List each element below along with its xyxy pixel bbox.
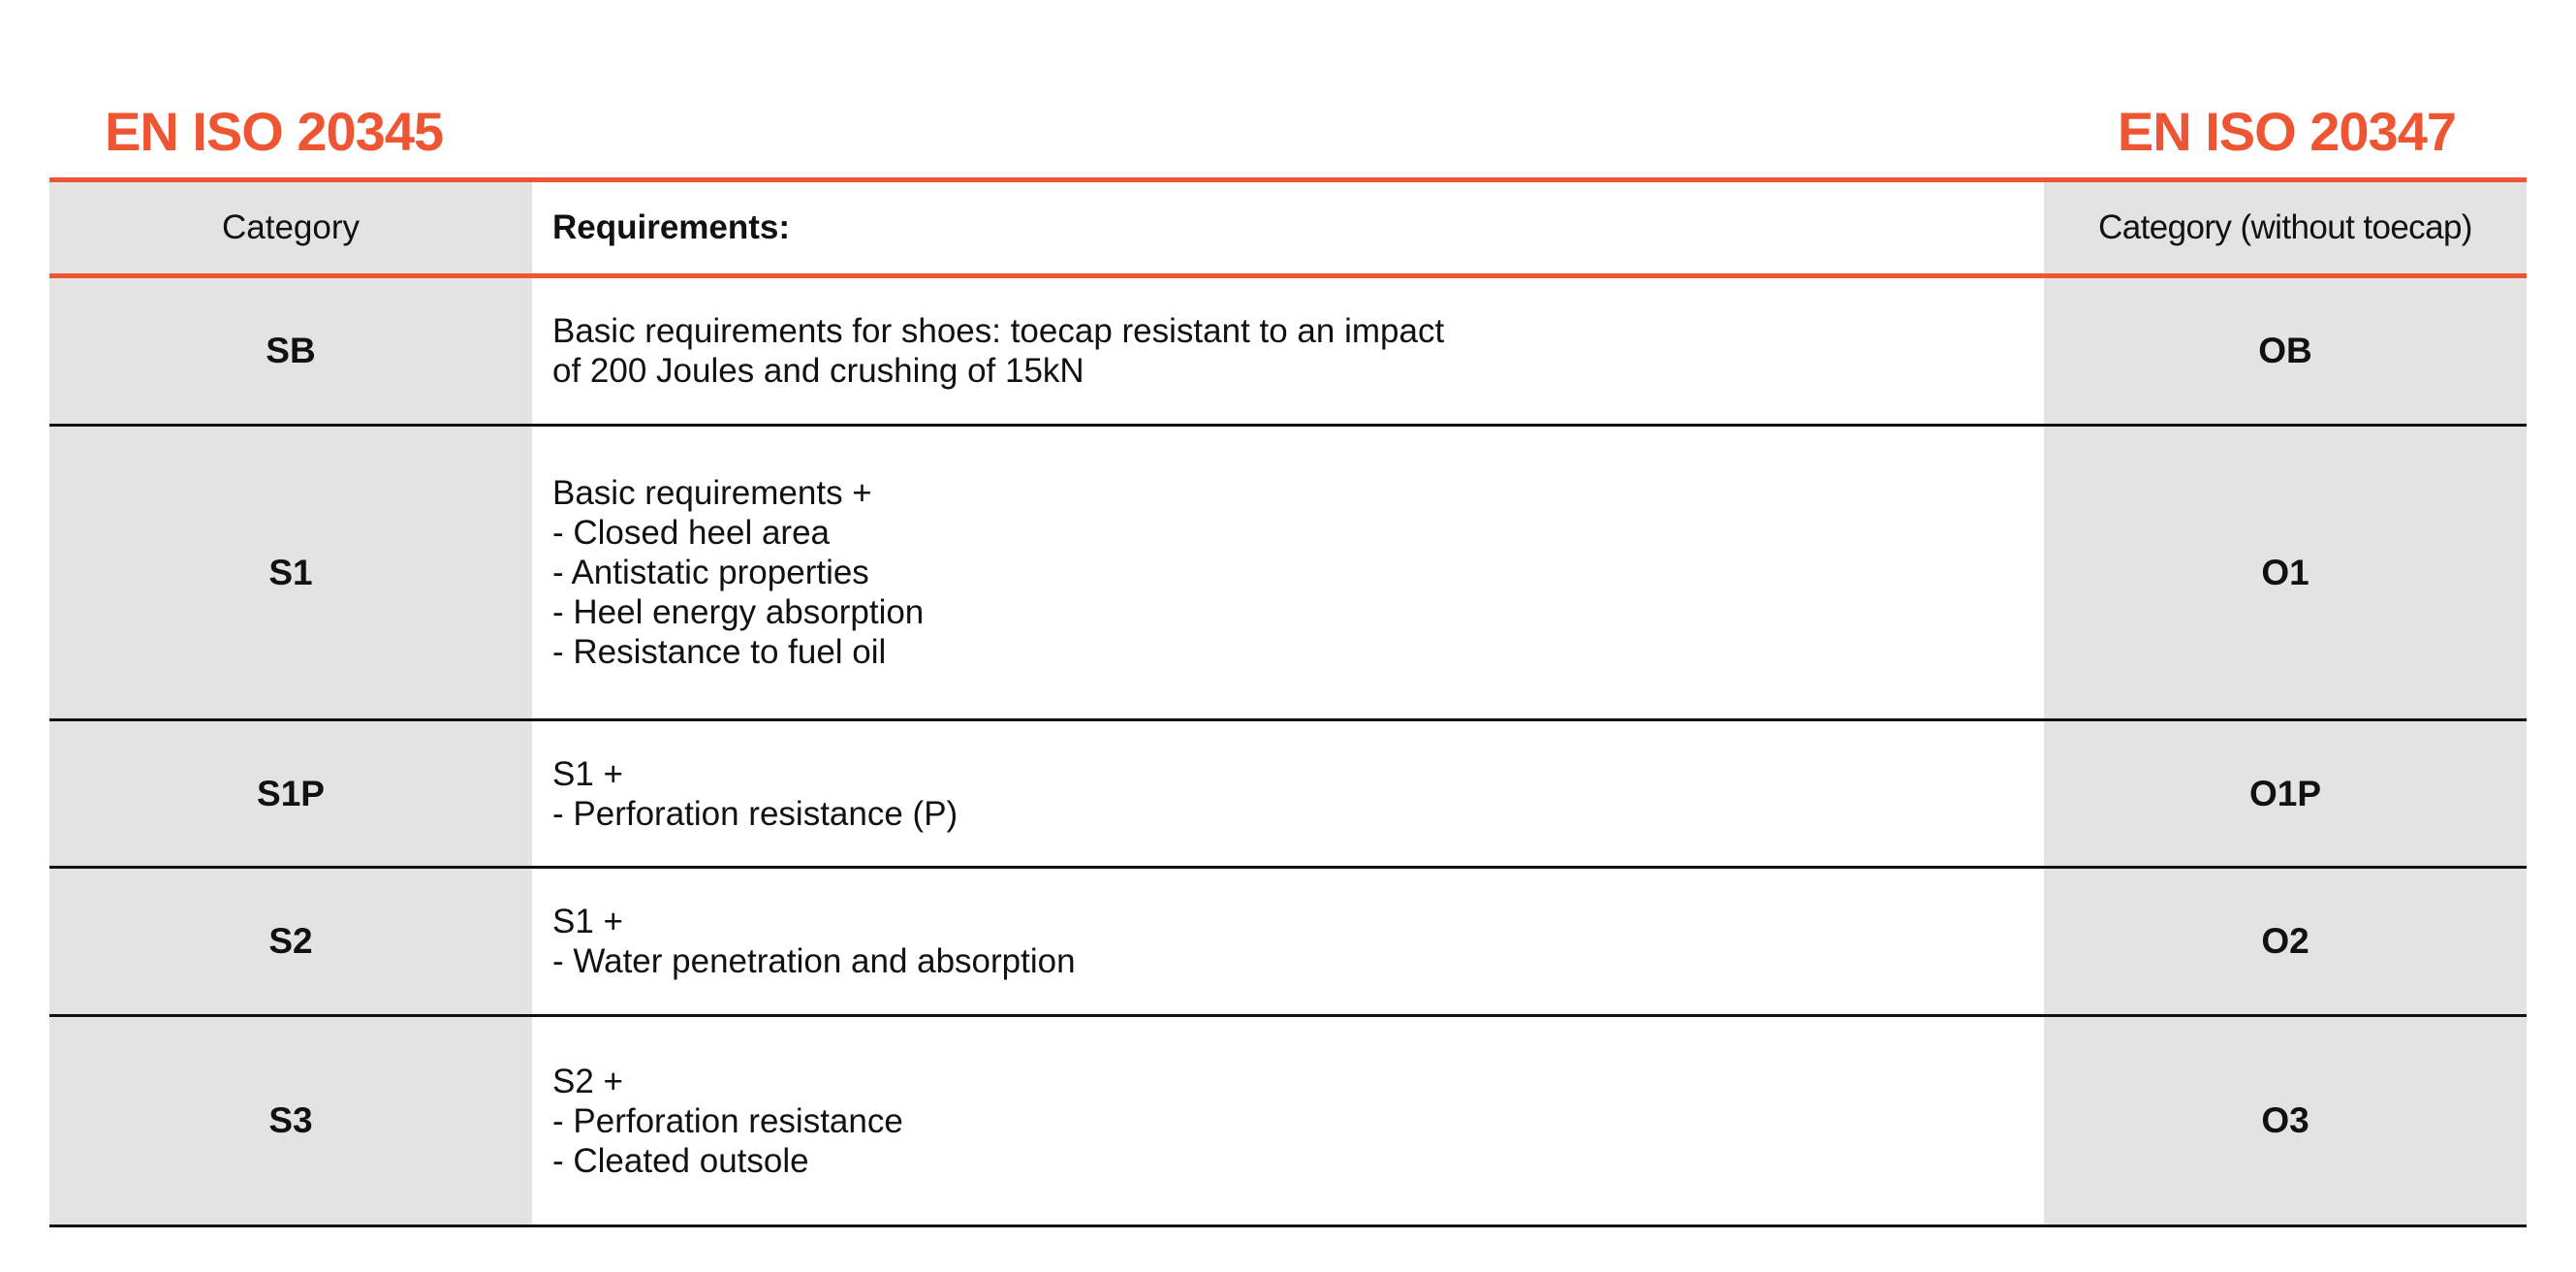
requirement-line: - Water penetration and absorption — [552, 942, 1076, 980]
category-no-toecap-cell — [2044, 1017, 2527, 1224]
requirements-list — [552, 754, 958, 834]
requirement-line: - Cleated outsole — [552, 1141, 809, 1180]
requirement-line: S2 + — [552, 1062, 623, 1100]
category-no-toecap-cell — [2044, 278, 2527, 424]
requirement-line: of 200 Joules and crushing of 15kN — [552, 352, 1084, 390]
requirement-line: - Resistance to fuel oil — [552, 633, 887, 671]
requirement-line: Basic requirements for shoes: toecap resistant to an impact — [552, 312, 1445, 350]
standard-title-en-iso-20345: EN ISO 20345 — [105, 101, 444, 162]
requirements-cell — [532, 278, 2044, 424]
table-row-s1 — [49, 427, 2527, 721]
category-code: SB — [266, 331, 316, 370]
header-requirements-label: Requirements: — [552, 208, 791, 246]
requirements-list — [552, 311, 1444, 391]
header-category-no-toecap-cell — [2044, 182, 2527, 273]
category-cell — [49, 869, 532, 1014]
category-code: S1 — [268, 552, 313, 592]
table-row-sb — [49, 278, 2527, 427]
header-requirements-cell — [532, 182, 2044, 273]
category-code: S2 — [268, 921, 313, 961]
requirements-cell — [532, 869, 2044, 1014]
header-category-cell — [49, 182, 532, 273]
safety-footwear-table — [49, 177, 2527, 1227]
category-cell — [49, 278, 532, 424]
category-code: S3 — [268, 1100, 313, 1140]
requirement-line: - Closed heel area — [552, 514, 830, 552]
requirements-cell — [532, 721, 2044, 866]
table-row-s2 — [49, 869, 2527, 1017]
requirement-line: S1 + — [552, 903, 623, 940]
table-header-row — [49, 182, 2527, 278]
category-cell — [49, 721, 532, 866]
standard-title-en-iso-20347: EN ISO 20347 — [2117, 101, 2456, 162]
requirement-line: - Perforation resistance — [552, 1101, 903, 1140]
category-no-toecap-code: O1P — [2248, 773, 2322, 813]
category-no-toecap-code: OB — [2258, 331, 2312, 370]
category-no-toecap-cell — [2044, 721, 2527, 866]
category-no-toecap-code: O2 — [2261, 921, 2309, 961]
header-category-no-toecap-label: Category (without toecap) — [2098, 208, 2472, 246]
category-cell — [49, 1017, 532, 1224]
requirement-line: - Antistatic properties — [552, 554, 869, 591]
requirement-line: S1 + — [552, 754, 623, 793]
category-no-toecap-code: O3 — [2261, 1100, 2309, 1140]
category-no-toecap-code: O1 — [2261, 552, 2309, 592]
requirement-line: Basic requirements + — [552, 474, 872, 512]
table-row-s1p — [49, 721, 2527, 869]
category-no-toecap-cell — [2044, 869, 2527, 1014]
table-row-s3 — [49, 1017, 2527, 1227]
category-cell — [49, 427, 532, 718]
requirements-list — [552, 1062, 903, 1181]
requirements-list — [552, 473, 924, 672]
category-code: S1P — [257, 773, 325, 813]
requirements-cell — [532, 1017, 2044, 1224]
category-no-toecap-cell — [2044, 427, 2527, 718]
requirement-line: - Perforation resistance (P) — [552, 794, 958, 833]
requirements-list — [552, 902, 1076, 981]
header-category-label: Category — [221, 208, 361, 246]
requirements-cell — [532, 427, 2044, 718]
requirement-line: - Heel energy absorption — [552, 593, 925, 631]
